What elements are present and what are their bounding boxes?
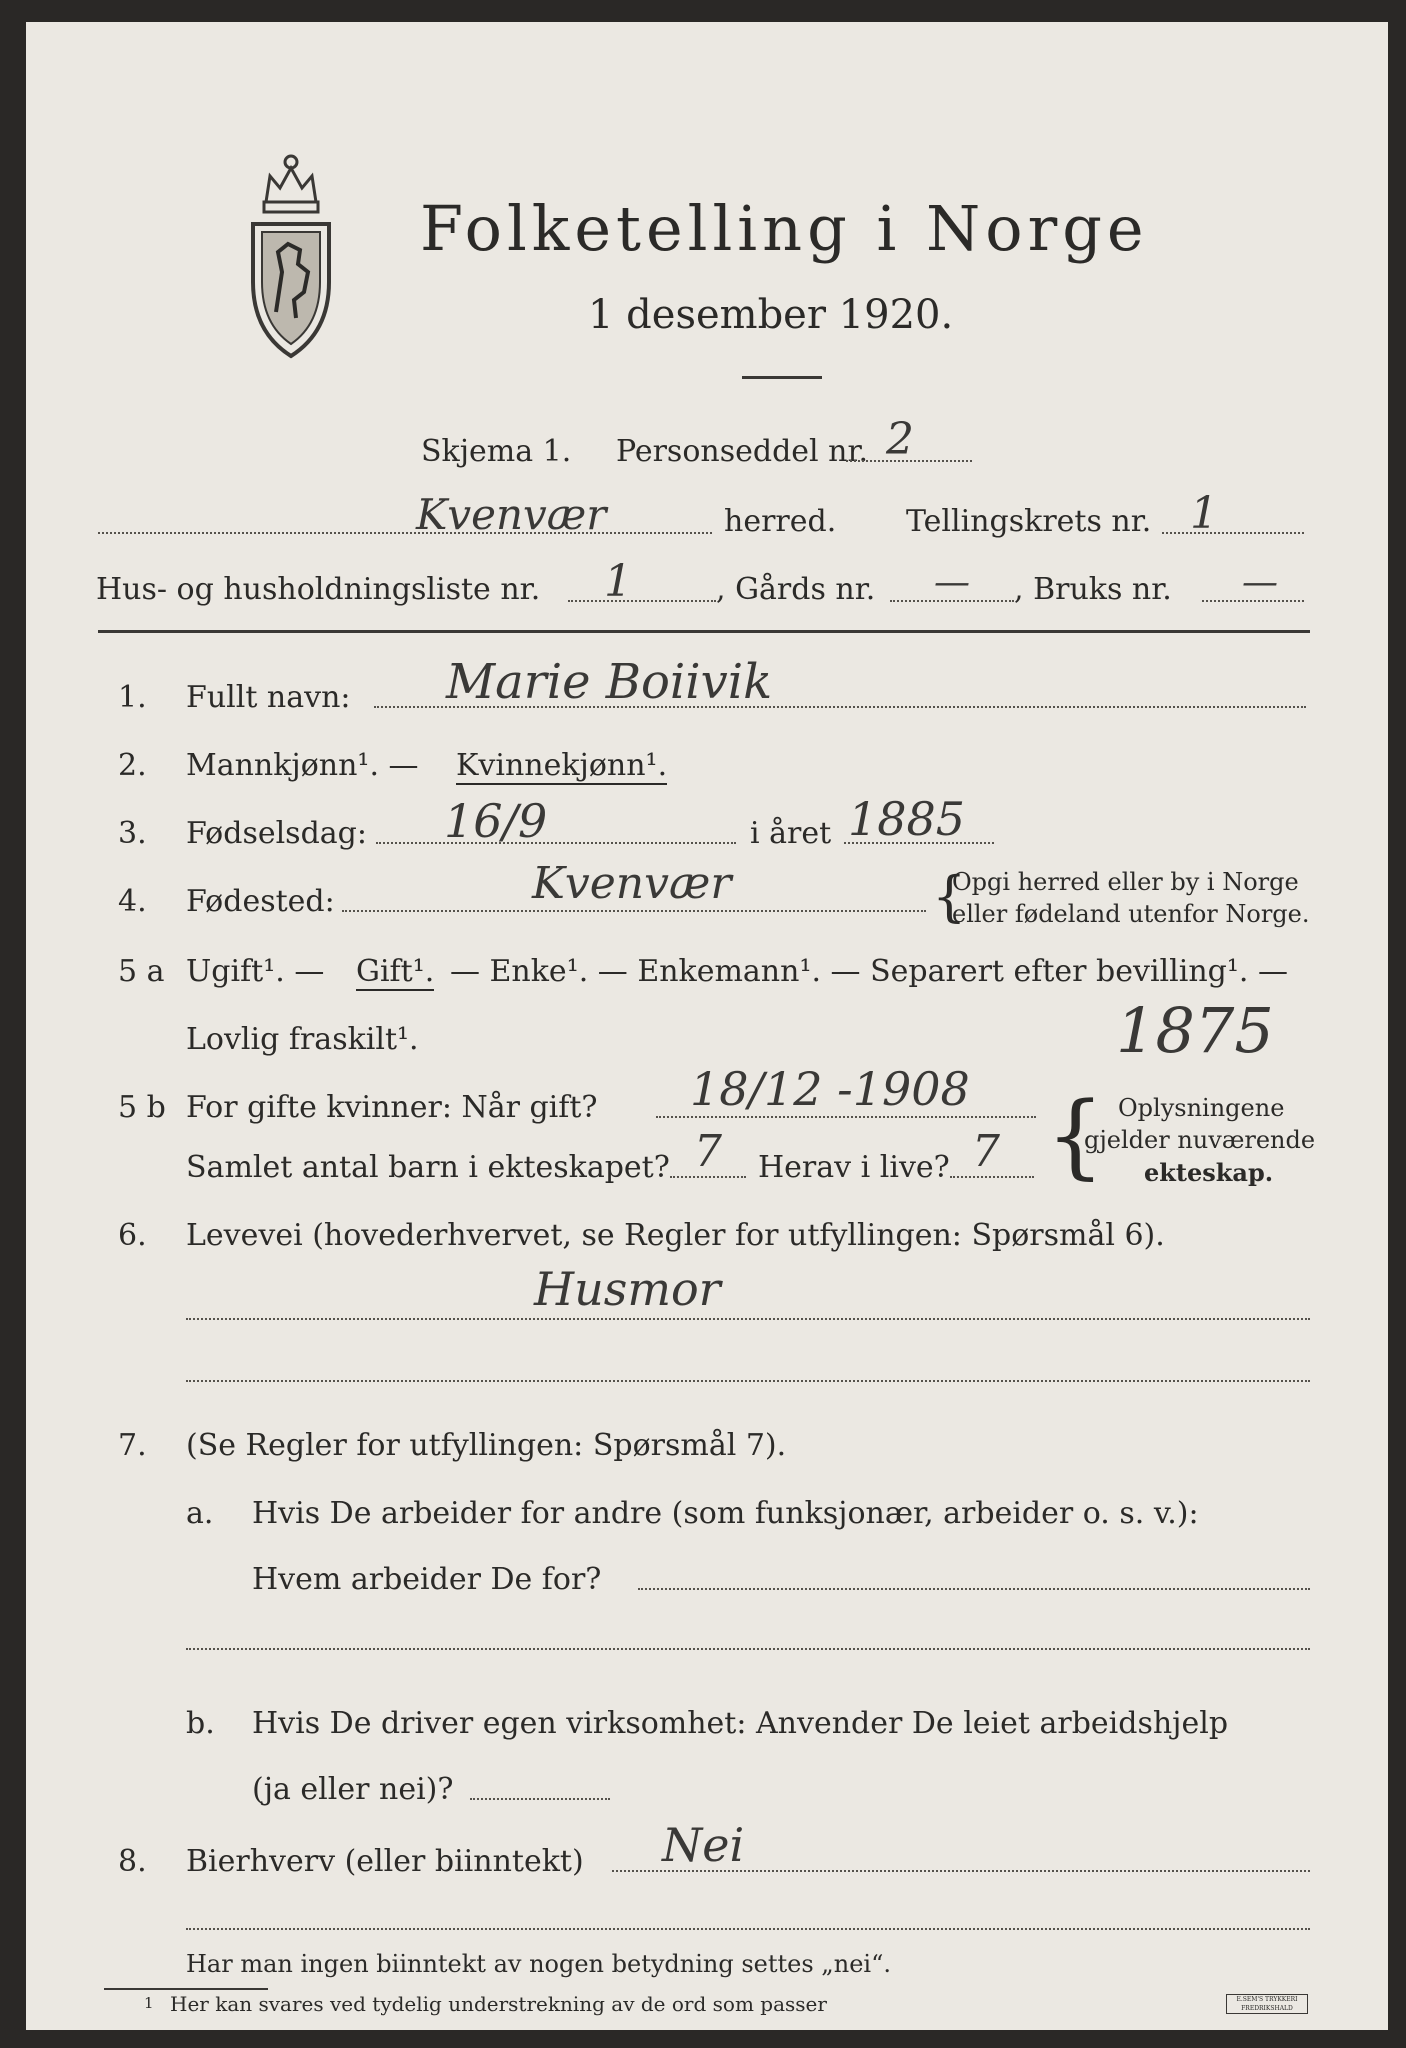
q3-label: Fødselsdag: xyxy=(186,816,367,851)
q1-label: Fullt navn: xyxy=(186,680,351,715)
skjema-label: Skjema 1. xyxy=(421,434,572,469)
status-other-options[interactable]: — Enke¹. — Enkemann¹. — Separert efter bevilling¹. — xyxy=(450,954,1288,989)
title-divider xyxy=(742,376,822,379)
birthplace-brace: { xyxy=(932,865,967,928)
printer-stamp: E.SEM'S TRYKKERI FREDRIKSHALD xyxy=(1226,1994,1308,2014)
employer-field[interactable] xyxy=(638,1588,1310,1590)
employer-field-2[interactable] xyxy=(186,1648,1310,1650)
birthplace-note-2: eller fødeland utenfor Norge. xyxy=(952,900,1310,928)
q7-label: (Se Regler for utfyllingen: Spørsmål 7). xyxy=(186,1428,787,1463)
bruks-label: , Bruks nr. xyxy=(1014,572,1172,607)
occupation-value: Husmor xyxy=(534,1262,721,1316)
q6-label: Levevei (hovederhvervet, se Regler for utfyllingen: Spørsmål 6). xyxy=(186,1218,1165,1253)
gender-female-option[interactable]: Kvinnekjønn¹. xyxy=(456,748,668,783)
header-rule xyxy=(98,630,1310,633)
birthyear-value: 1885 xyxy=(848,792,966,846)
q2-number: 2. xyxy=(118,748,147,783)
q7a-line2: Hvem arbeider De for? xyxy=(252,1562,602,1597)
alive-label: Herav i live? xyxy=(758,1150,950,1185)
birthplace-value: Kvenvær xyxy=(532,858,732,909)
footnote-rule xyxy=(104,1988,268,1990)
q5a-number: 5 a xyxy=(118,954,165,989)
tellingskrets-field[interactable] xyxy=(1162,532,1304,534)
gender-male-option[interactable]: Mannkjønn¹. — xyxy=(186,748,419,783)
q7b-letter: b. xyxy=(186,1706,215,1741)
husholdning-field[interactable] xyxy=(568,600,716,602)
q5b-number: 5 b xyxy=(118,1090,166,1125)
herred-field[interactable] xyxy=(98,532,712,534)
q4-label: Fødested: xyxy=(186,884,335,919)
marriage-note-2: gjelder nuværende xyxy=(1084,1126,1316,1154)
gards-value: — xyxy=(934,562,970,603)
q3-number: 3. xyxy=(118,816,147,851)
birthdate-value: 16/9 xyxy=(444,794,548,848)
q6-number: 6. xyxy=(118,1218,147,1253)
side-income-field-2[interactable] xyxy=(186,1928,1310,1930)
birthplace-field[interactable] xyxy=(342,910,926,912)
q7b-line1: Hvis De driver egen virksomhet: Anvender De leiet arbeidshjelp xyxy=(252,1706,1229,1741)
full-name-value: Marie Boiivik xyxy=(446,654,773,710)
side-income-note: Har man ingen biinntekt av nogen betydning settes „nei“. xyxy=(186,1950,891,1978)
census-form-page xyxy=(26,22,1388,2030)
q8-label: Bierhverv (eller biinntekt) xyxy=(186,1844,584,1879)
alive-value: 7 xyxy=(972,1126,1000,1177)
birthyear-label: i året xyxy=(750,816,832,851)
status-married-option[interactable]: Gift¹. xyxy=(356,954,435,989)
tellingskrets-label: Tellingskrets nr. xyxy=(906,504,1152,539)
birthdate-field[interactable] xyxy=(376,842,736,844)
q7b-line2: (ja eller nei)? xyxy=(252,1772,454,1807)
coat-of-arms-icon xyxy=(248,132,334,360)
husholdning-value: 1 xyxy=(604,556,632,607)
marriage-date-field[interactable] xyxy=(656,1116,1036,1118)
marriage-date-value: 18/12 -1908 xyxy=(690,1062,970,1116)
form-date: 1 desember 1920. xyxy=(588,292,954,338)
status-unmarried-option[interactable]: Ugift¹. — xyxy=(186,954,325,989)
side-income-value: Nei xyxy=(662,1818,745,1872)
footnote-text: Her kan svares ved tydelig understrekning av de ord som passer xyxy=(170,1992,827,2016)
form-title: Folketelling i Norge xyxy=(420,192,1149,265)
q7-number: 7. xyxy=(118,1428,147,1463)
status-divorced-option[interactable]: Lovlig fraskilt¹. xyxy=(186,1022,419,1057)
q8-number: 8. xyxy=(118,1844,147,1879)
children-value: 7 xyxy=(694,1126,722,1177)
herred-label: herred. xyxy=(724,504,837,539)
herred-value: Kvenvær xyxy=(416,490,607,539)
bruks-value: — xyxy=(1242,562,1278,603)
q1-number: 1. xyxy=(118,680,147,715)
tellingskrets-value: 1 xyxy=(1190,488,1218,539)
marriage-date-label: For gifte kvinner: Når gift? xyxy=(186,1090,598,1125)
hired-help-field[interactable] xyxy=(470,1798,610,1800)
footnote-mark: 1 xyxy=(144,1994,154,2012)
q7a-line1: Hvis De arbeider for andre (som funksjonær, arbeider o. s. v.): xyxy=(252,1496,1199,1531)
occupation-field[interactable] xyxy=(186,1318,1310,1320)
personseddel-label: Personseddel nr. xyxy=(616,434,869,469)
margin-note: 1875 xyxy=(1116,994,1274,1067)
children-label: Samlet antal barn i ekteskapet? xyxy=(186,1150,670,1185)
gards-label: , Gårds nr. xyxy=(716,572,876,607)
marriage-brace: { xyxy=(1046,1082,1105,1189)
q4-number: 4. xyxy=(118,884,147,919)
marriage-note-3: ekteskap. xyxy=(1144,1158,1274,1187)
q7a-letter: a. xyxy=(186,1496,214,1531)
husholdning-label: Hus- og husholdningsliste nr. xyxy=(96,572,541,607)
personseddel-value: 2 xyxy=(886,414,914,465)
birthplace-note-1: Opgi herred eller by i Norge xyxy=(952,868,1299,896)
occupation-field-2[interactable] xyxy=(186,1380,1310,1382)
marriage-note-1: Oplysningene xyxy=(1118,1094,1285,1122)
